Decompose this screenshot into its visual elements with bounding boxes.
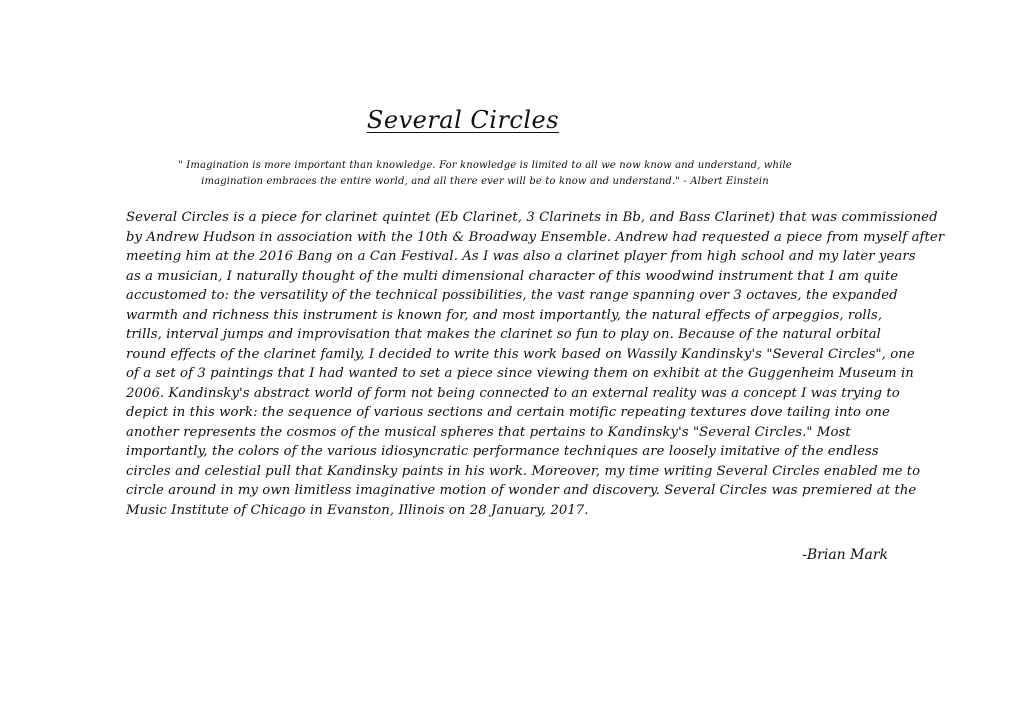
- body-line: of a set of 3 paintings that I had wanted to set a piece since viewing them on exhibit at the Guggenheim Museum in: [126, 366, 914, 381]
- document-title-text: Several Circles: [366, 106, 560, 134]
- author-signature: -Brian Mark: [802, 547, 888, 563]
- epigraph-line-1: " Imagination is more important than knowledge. For knowledge is limited to all we now know and understand, while: [178, 160, 792, 171]
- body-line: Several Circles is a piece for clarinet quintet (Eb Clarinet, 3 Clarinets in Bb, and Bass Clarinet) that was commissioned: [126, 210, 938, 225]
- body-line: depict in this work: the sequence of various sections and certain motific repeating textures dove tailing into one: [126, 405, 890, 420]
- body-line: importantly, the colors of the various idiosyncratic performance techniques are loosely imitative of the endless: [126, 444, 879, 459]
- body-line: meeting him at the 2016 Bang on a Can Festival. As I was also a clarinet player from high school and my later years: [126, 249, 916, 264]
- body-line: circles and celestial pull that Kandinsky paints in his work. Moreover, my time writing Several Circles enabled me to: [126, 463, 921, 479]
- document-title: [0, 104, 926, 136]
- program-note-body: [126, 208, 945, 520]
- body-line: circle around in my own limitless imaginative motion of wonder and discovery. Several Circles was premiered at the: [126, 483, 917, 498]
- body-line: Music Institute of Chicago in Evanston, Illinois on 28 January, 2017.: [126, 502, 589, 518]
- body-line: round effects of the clarinet family, I decided to write this work based on Wassily Kandinsky's "Several Circles", one: [126, 346, 915, 362]
- body-line: 2006. Kandinsky's abstract world of form not being connected to an external reality was a concept I was trying to: [126, 385, 900, 401]
- body-line: as a musician, I naturally thought of the multi dimensional character of this woodwind instrument that I am quite: [126, 268, 899, 284]
- body-line: another represents the cosmos of the musical spheres that pertains to Kandinsky's "Several Circles." Most: [126, 424, 851, 440]
- epigraph-quote: [150, 158, 820, 190]
- body-line: accustomed to: the versatility of the technical possibilities, the vast range spanning over 3 octaves, the expanded: [126, 288, 898, 303]
- epigraph-line-2: imagination embraces the entire world, and all there ever will be to know and understand." - Albert Einstein: [201, 176, 769, 187]
- body-line: warmth and richness this instrument is known for, and most importantly, the natural effects of arpeggios, rolls,: [126, 307, 883, 323]
- body-line: by Andrew Hudson in association with the 10th & Broadway Ensemble. Andrew had requested a piece from myself after: [126, 229, 945, 245]
- body-line: trills, interval jumps and improvisation that makes the clarinet so fun to play on. Because of the natural orbital: [126, 327, 881, 342]
